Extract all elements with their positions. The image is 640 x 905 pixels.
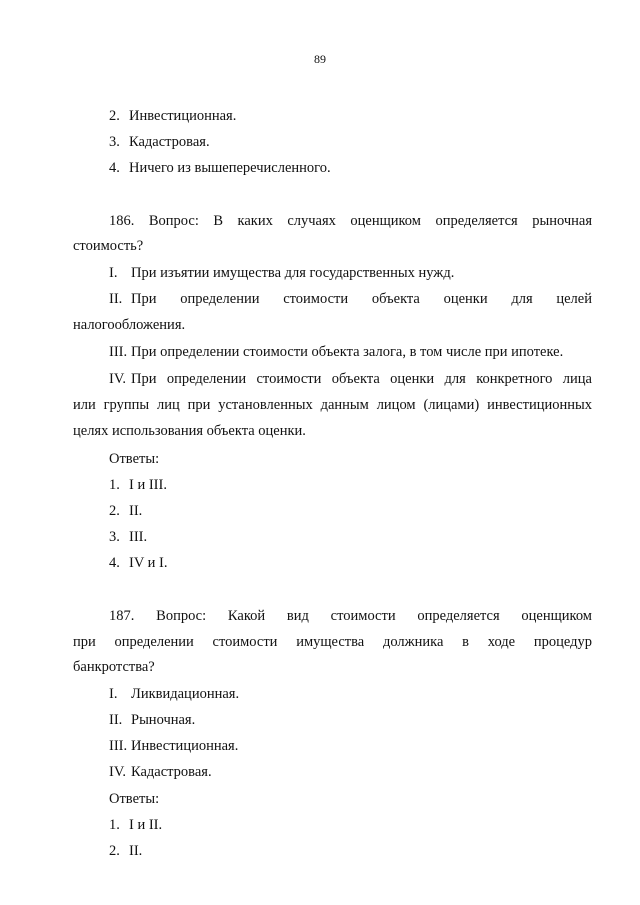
question-186-heading-cont: стоимость?	[73, 238, 144, 254]
list-item	[109, 816, 162, 834]
answer-number: 2.	[109, 503, 120, 519]
answer-text: II.	[129, 843, 143, 859]
list-item	[109, 842, 142, 860]
option-text: Ничего из вышеперечисленного.	[129, 160, 331, 176]
list-item	[109, 685, 239, 703]
roman-number: I.	[109, 265, 118, 281]
item-text: При определении стоимости объекта оценки для конкретного лица	[131, 371, 592, 387]
question-186-heading: 186. Вопрос: В каких случаях оценщиком определяется рыночная	[109, 213, 592, 229]
roman-number: I.	[109, 686, 118, 702]
item-text-cont: налогообложения.	[73, 317, 186, 333]
answer-number: 3.	[109, 529, 120, 545]
roman-number: III.	[109, 738, 128, 754]
list-item	[109, 502, 142, 520]
list-item	[109, 528, 147, 546]
item-text: При изъятии имущества для государственных нужд.	[131, 265, 455, 281]
list-item	[109, 343, 563, 361]
item-text-cont: или группы лиц при установленных данным лицом (лицами) инвестиционных	[73, 397, 592, 413]
answers-label: Ответы:	[109, 451, 160, 467]
roman-number: IV.	[109, 764, 127, 780]
list-item	[109, 763, 212, 781]
roman-number: III.	[109, 344, 128, 360]
answer-text: II.	[129, 503, 143, 519]
roman-number: II.	[109, 712, 123, 728]
item-text-cont: целях использования объекта оценки.	[73, 423, 306, 439]
item-text: Ликвидационная.	[131, 686, 240, 702]
list-item	[109, 476, 167, 494]
list-item	[109, 711, 195, 729]
answer-number: 4.	[109, 555, 120, 571]
question-187-heading-cont: при определении стоимости имущества должника в ходе процедур	[73, 634, 592, 650]
question-187-heading-cont: банкротства?	[73, 659, 155, 675]
list-item	[109, 159, 331, 177]
item-text: Кадастровая.	[131, 764, 212, 780]
answer-text: I и II.	[129, 817, 163, 833]
answer-number: 2.	[109, 843, 120, 859]
item-text: При определении стоимости объекта залога, в том числе при ипотеке.	[131, 344, 564, 360]
option-number: 4.	[109, 160, 120, 176]
question-187-heading: 187. Вопрос: Какой вид стоимости определяется оценщиком	[109, 608, 592, 624]
item-text: При определении стоимости объекта оценки для целей	[131, 291, 592, 307]
option-number: 2.	[109, 108, 120, 124]
option-text: Кадастровая.	[129, 134, 210, 150]
list-item	[109, 264, 454, 282]
roman-number: IV.	[109, 371, 127, 387]
option-text: Инвестиционная.	[129, 108, 237, 124]
option-number: 3.	[109, 134, 120, 150]
answer-number: 1.	[109, 817, 120, 833]
answer-text: IV и I.	[129, 555, 168, 571]
answers-label: Ответы:	[109, 791, 160, 807]
page-number: 89	[314, 52, 326, 66]
list-item	[109, 554, 168, 572]
answer-number: 1.	[109, 477, 120, 493]
answer-text: I и III.	[129, 477, 167, 493]
item-text: Инвестиционная.	[131, 738, 239, 754]
roman-number: II.	[109, 291, 123, 307]
list-item	[109, 107, 236, 125]
answer-text: III.	[129, 529, 148, 545]
list-item	[109, 737, 238, 755]
item-text: Рыночная.	[131, 712, 196, 728]
list-item	[109, 133, 210, 151]
